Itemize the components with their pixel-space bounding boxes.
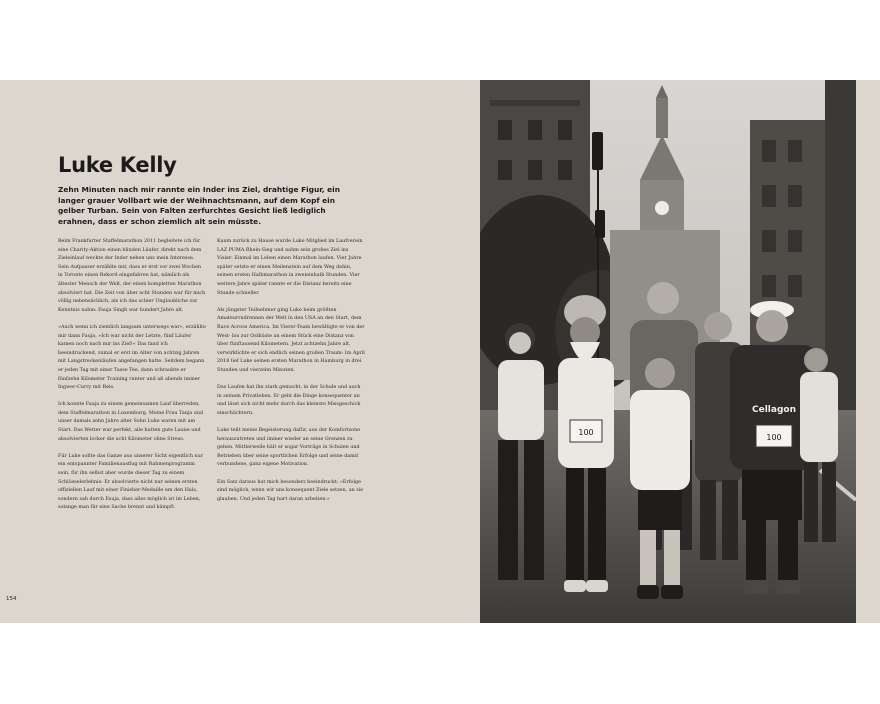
text-column-right — [217, 237, 365, 512]
paragraph: Für Luke sollte das Ganze aus unserer Sicht eigentlich nur ein entspannter Familienausflug mit Rahmenprogramm sein, für ihn selbst aber wurde dieser Tag zu einem Schlüsselerlebnis: Er absolvierte nicht nur seinen ersten offiziellen Lauf mit einer Finisher-Medaille um den Hals, sondern sah durch Fauja, dass alles möglich ist im Leben, solange man für eine Sache brennt und kämpft. — [58, 452, 204, 511]
paragraph: Als jüngster Teilnehmer ging Luke beim größten Amateurrudrennen der Welt in den USA an den Start, dem Race Across America. Im Vierer-Team bewältigte er von der West- bis zur Ostküste an einem Stück eine Distanz von über fünftausend Kilometern. Jetzt achtzehn Jahre alt, verwirklichte er sich endlich seinen großen Traum: Im April 2018 lief Luke seinen ersten Marathon in Hamburg in drei Stunden und vierzehn Minuten. — [217, 306, 365, 373]
paragraph: Kaum zurück zu Hause wurde Luke Mitglied im Laufverein LAZ PUMA Rhein-Sieg und nahm sein großes Ziel ins Visier: Einmal im Leben einen Marathon laufen. Vier Jahre später setzte er einen Meilenstein auf dem Weg dahin, seinen ersten Halbmarathon in zweieinhalb Stunden. Vier weitere Jahre später rannte er die Distanz bereits eine Stunde schneller. — [217, 238, 363, 296]
lead-paragraph: Zehn Minuten nach mir rannte ein Inder ins Ziel, drahtige Figur, ein langer grauer Vollbart wie der Weihnachtsmann, auf dem Kopf ein gelber Turban. Sein von Falten zerfurchtes Gesicht ließ lediglich erahnen, dass er schon ziemlich alt sein müsste. — [58, 185, 340, 226]
paragraph: Ein Satz daraus hat mich besonders beeindruckt: »Erfolge sind möglich, wenn wir uns konsequent Ziele setzen, an sie glauben. Und jeden Tag hart daran arbeiten.« — [217, 478, 364, 502]
paragraph: Beim Frankfurter Staffelmarathon 2011 begleitete ich für eine Charity-Aktion einen blinden Läufer, direkt nach dem Zieleinlauf weckte der Inder neben uns mein Interesse. Sein Aufpasser erzählte mir, dass er erst vor zwei Wochen in Toronto einen Rekord eingefahren hat, nämlich als ältester Mensch der Welt, der einen kompletten Marathon absolviert hat. Die Zeit von über acht Stunden war für mich völlig nebensächlich, als ich das schier Unglaubliche zur Kenntnis nahm: Fauja Singh war hundert Jahre alt. — [58, 238, 206, 313]
bib-number: 100 — [578, 428, 594, 437]
bib-number: 100 — [766, 433, 782, 442]
paragraph: »Auch wenn ich ziemlich langsam unterwegs war«, erzählte mir dann Fauja, »Ich war nicht der Letzte, fünf Läufer kamen noch nach mir ins Ziel!« Das fand ich beeindruckend, zumal er erst im Alter von achtzig Jahren mit Langstreckenläufen angefangen hatte. Seitdem begann er jeden Tag mit einer Tasse Tee, dann schraubte er fünfzehn Kilometer Training runter und aß abends immer Ingwer-Curry mit Reis. — [58, 323, 206, 391]
page-margin-right — [856, 80, 880, 623]
runners-photo — [480, 80, 856, 623]
jersey-text: Cellagon — [752, 405, 796, 415]
paragraph: Das Laufen hat ihn stark gemacht, in der Schule und auch in seinem Privatleben. Er geht die Dinge konsequenter an und lässt sich nicht mehr durch das kleinste Missgeschick einschüchtern. — [217, 384, 361, 416]
article-title: Luke Kelly — [58, 153, 177, 177]
paragraph: Ich konnte Fauja zu einem gemeinsamen Lauf überreden, dem Staffelmarathon in Luxemburg. Meine Frau Tanja und unser damals zehn Jahre alter Sohn Luke waren mit am Start. Das Wetter war perfekt, alle hatten gute Laune und absolvierten locker die acht Kilometer ohne Stress. — [58, 401, 204, 442]
text-column-left — [58, 237, 206, 521]
page-number-left: 154 — [6, 596, 17, 602]
paragraph: Luke teilt meine Begeisterung dafür, aus der Komfortzone herauszutreten und immer wieder an seine Grenzen zu gehen. Mittlerweile hält er sogar Vorträge in Schulen und Betrieben über seine sportlichen Erfolge und seine damit verbundene, ganz eigene Motivation. — [217, 427, 361, 468]
